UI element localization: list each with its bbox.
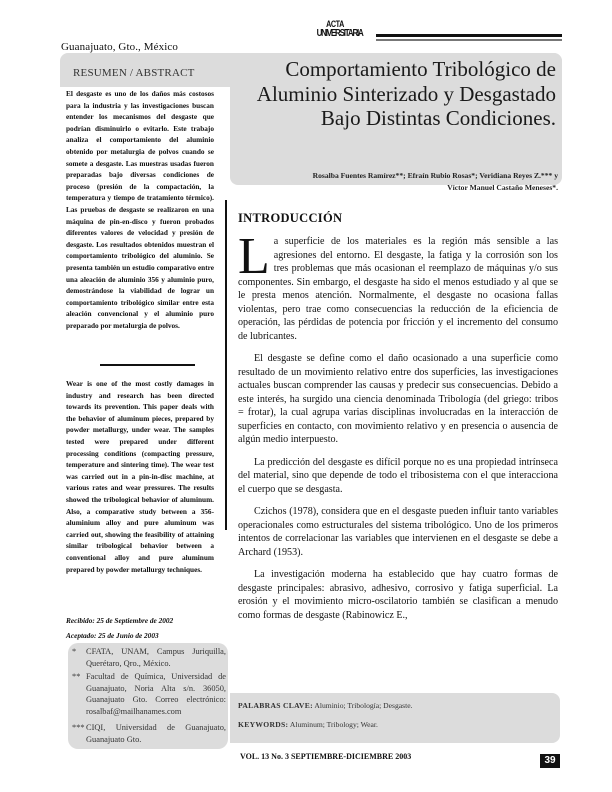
- paragraph: La predicción del desgaste es difícil porque no es una propiedad intrínseca del material, sino que depende de todo el tribosistema con el que interacciona el cuerpo que se desgasta.: [238, 456, 558, 495]
- affiliation-text: CFATA, UNAM, Campus Juriquilla, Querétaro, Qro., México.: [86, 647, 226, 668]
- keywords-es-label: PALABRAS CLAVE:: [238, 701, 313, 710]
- paragraph: La investigación moderna ha establecido que hay cuatro formas de desgaste principales: abrasivo, adhesivo, corrosivo y fatiga superficial. La erosión y el movimiento micro-oscilatorio también se clasifican a menudo como formas de desgaste (Rabinowicz E.,: [238, 569, 558, 621]
- keywords-spanish: [238, 701, 412, 710]
- journal-logo: [316, 19, 363, 39]
- affiliation-mark: ***: [72, 723, 85, 732]
- affiliation-item: [72, 722, 226, 745]
- header-rule: [376, 34, 562, 37]
- issue-info: VOL. 13 No. 3 SEPTIEMBRE-DICIEMBRE 2003: [240, 752, 412, 761]
- paragraph: El desgaste se define como el daño ocasionado a una superficie como resultado de un movimiento relativo entre dos superficies, las investigaciones actuales buscan comprender las causas y predecir sus consecuencias. Debido a este interés, ha surgido una ciencia denominada Tribología (del griego: tribos = frotar), la cual agrupa varias disciplinas involucradas en la interacción de superficies en contacto, con movimiento relativo y en presencia o ausencia de algún medio interpuesto.: [238, 353, 558, 445]
- logo-line-1: ACTA: [326, 19, 344, 29]
- column-divider: [225, 200, 227, 530]
- received-date: Recibido: 25 de Septiembre de 2002: [66, 616, 174, 625]
- keywords-en-label: KEYWORDS:: [238, 720, 289, 729]
- article-title: Comportamiento Tribológico de Aluminio Sinterizado y Desgastado Bajo Distintas Condiciones.: [256, 57, 556, 130]
- affiliation-mark: *: [72, 647, 77, 656]
- abstract-divider: [100, 364, 195, 366]
- authors-line-1: Rosalba Fuentes Ramírez**; Efraín Rubio Rosas*; Veridiana Reyes Z.*** y: [312, 171, 558, 180]
- location-header: Guanajuato, Gto., México: [61, 41, 178, 53]
- paragraph: Czichos (1978), considera que en el desgaste pueden influir tanto variables operacionales como estructurales del sistema tribológico. Uno de los primeros intentos de correlacionar las variables que intervienen en el desgaste se debe a Archard (1953).: [238, 506, 558, 558]
- authors-line-2: Víctor Manuel Castaño Meneses*.: [447, 183, 558, 192]
- header-rule-thin: [376, 39, 562, 41]
- affiliation-item: [72, 646, 226, 669]
- accepted-date: Aceptado: 25 de Junio de 2003: [66, 631, 159, 640]
- affiliation-mark: **: [72, 672, 81, 681]
- affiliation-item: [72, 671, 226, 717]
- affiliation-text: CIQI, Universidad de Guanajuato, Guanajuato Gto.: [86, 723, 226, 744]
- keywords-es-values: Aluminio; Tribología; Desgaste.: [314, 701, 413, 710]
- abstract-spanish: El desgaste es uno de los daños más costosos para la industria y las investigaciones buscan entender los mecanismos del desgaste que podrían disminuirlo o evitarlo. Este trabajo analiza el comportamiento del aluminio obtenido por metalurgia de polvos cuando se somete a desgaste. Las muestras usadas fueron preparadas bajo diversas condiciones de proceso (presión de la compactación, la temperatura y tiempo de tratamiento térmico). Las pruebas de desgaste se realizaron en una máquina de pin-en-disco y fueron probados diferentes valores de velocidad y presión de desgaste. Los resultados obtenidos muestran el comportamiento tribológico del aluminio. Se presenta también un estudio comparativo entre una aleación de aluminio 356 y aluminio puro, demostrándose la viabilidad de lograr un comportamiento tribológico similar entre esta aleación convencional y el aluminio puro preparado por metalurgia de polvos.: [66, 89, 214, 330]
- logo-line-2: UNIVERSITARIA: [316, 28, 363, 39]
- drop-cap: L: [238, 228, 270, 285]
- section-heading-introduccion: INTRODUCCIÓN: [238, 211, 343, 225]
- introduction-body: [238, 228, 558, 631]
- abstract-english: Wear is one of the most costly damages in industry and research has been directed towards its prevention. This paper deals with the behavior of aluminum pieces, prepared by powder metallurgy, under wear. The samples tested were prepared under different processing conditions (compacting pressure, temperature and sintering time). The wear test was carried out in a pin-in-disc machine, at various rates and wear pressures. The results showed the tribological behavior of aluminum. Also, a comparative study between a 356-aluminium alloy and pure aluminum was carried out, showing the feasibility of attaining similar tribological behavior between a conventional alloy and pure aluminum prepared by powder metallurgy techniques.: [66, 379, 214, 574]
- paragraph: [238, 228, 558, 343]
- author-list: [240, 170, 558, 194]
- abstract-section-label: RESUMEN / ABSTRACT: [73, 67, 195, 79]
- affiliation-text: Facultad de Química, Universidad de Guanajuato, Noria Alta s/n. 36050, Guanajuato Gto. Correo electrónico: rosalbaf@mailhanames.com: [86, 672, 226, 716]
- paragraph-text: a superficie de los materiales es la región más sensible a las agresiones del entorno. El desgaste, la fatiga y la corrosión son los tres problemas que más ocasionan el reemplazo de máquinas y/o sus componentes. Sin embargo, el desgaste ha sido el menos estudiado y al que se le presta menos atención. Normalmente, el desgaste no ocasiona fallas violentas, pero trae como consecuencias la reducción de la eficiencia de operación, las pérdidas de potencia por fricción y el incremento del consumo de lubricantes.: [238, 236, 558, 342]
- keywords-en-values: Aluminum; Tribology; Wear.: [289, 720, 378, 729]
- page-number: 39: [540, 754, 560, 768]
- keywords-english: [238, 720, 378, 729]
